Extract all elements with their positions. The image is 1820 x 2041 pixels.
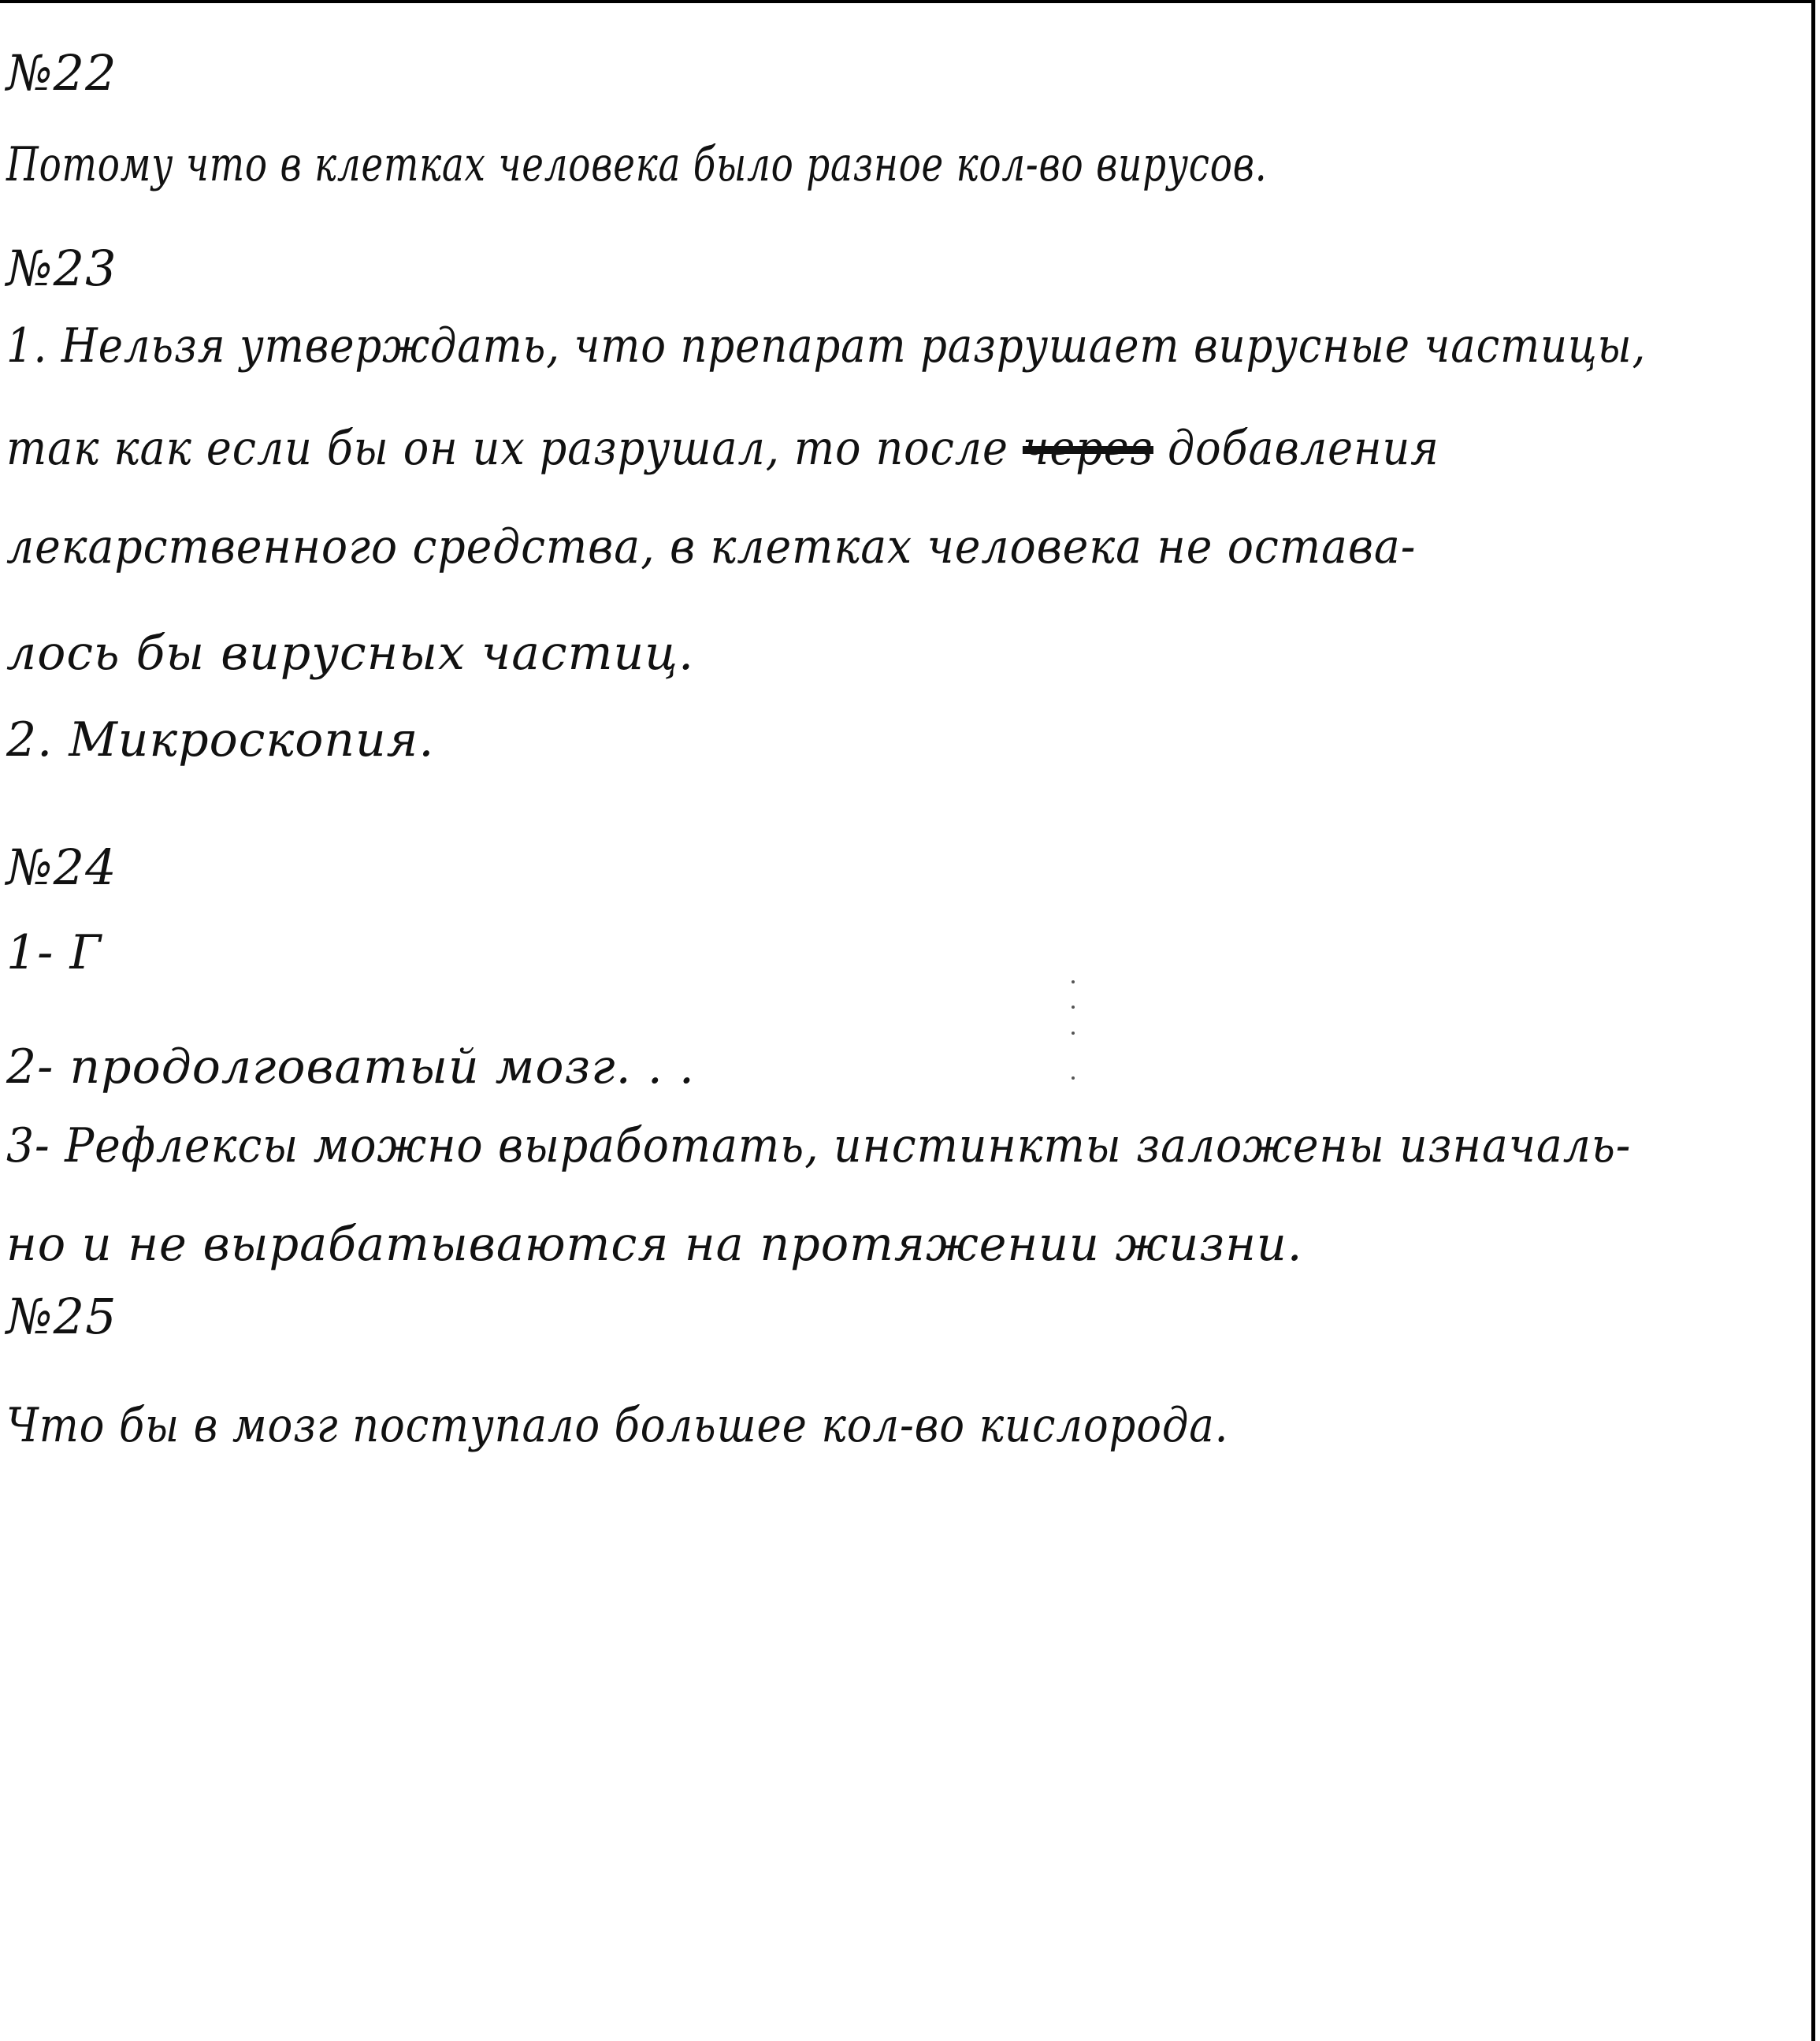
task-23-line-2 [6,421,1439,476]
crossed-out-word: через [1022,421,1153,476]
task-22-header: №22 [6,44,117,102]
task-24-item-2: 2- продолговатый мозг. . . [6,1039,695,1095]
task-24-item-1: 1- Г [6,925,102,980]
stray-dot [1072,1032,1075,1035]
task-23-header: №23 [6,240,117,297]
stray-dot [1072,1006,1075,1009]
stray-dot [1072,1076,1075,1080]
task-23-line-4: лось бы вирусных частиц. [6,626,695,681]
task-24-item-3-line-1: 3- Рефлексы можно выработать, инстинкты заложены изначаль- [6,1118,1632,1173]
task-24-header: №24 [6,838,117,896]
task-22-answer: Потому что в клетках человека было разное кол-во вирусов. [6,137,1268,192]
task-23-line-2-start: так как если бы он их разрушал, то после [6,421,1023,476]
task-23-item-2: 2. Микроскопия. [6,712,435,768]
task-24-item-3-line-2: но и не вырабатываются на протяжении жизни. [6,1217,1303,1272]
stray-dot [1072,980,1075,983]
task-23-line-2-end: добавления [1153,421,1439,476]
task-25-answer: Что бы в мозг поступало большее кол-во кислорода. [6,1398,1229,1453]
task-23-line-3: лекарственного средства, в клетках человека не остава- [6,519,1417,574]
task-23-line-1: 1. Нельзя утверждать, что препарат разрушает вирусные частицы, [6,318,1647,374]
task-25-header: №25 [6,1288,117,1345]
